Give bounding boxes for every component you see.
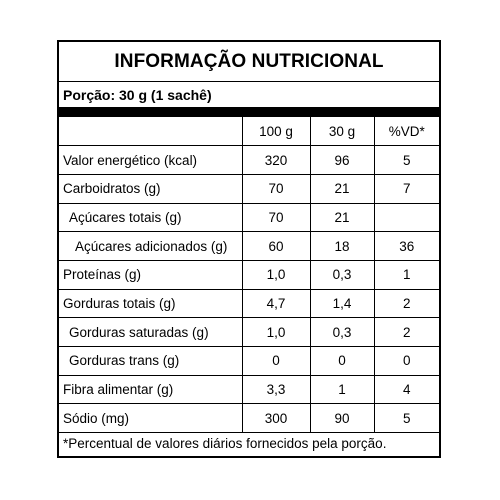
value-per-portion: 0 — [310, 347, 374, 376]
value-per-portion: 18 — [310, 232, 374, 261]
footnote: *Percentual de valores diários fornecidos pela porção. — [63, 435, 387, 451]
value-per-portion: 21 — [310, 203, 374, 232]
nutrient-label: Fibra alimentar (g) — [59, 375, 242, 404]
table-row — [59, 289, 439, 318]
value-per-portion: 0,3 — [310, 260, 374, 289]
nutrient-label: Proteínas (g) — [59, 260, 242, 289]
value-per-portion: 1 — [310, 375, 374, 404]
header-cell-daily-value: %VD* — [374, 117, 439, 146]
daily-value-percent: 1 — [374, 260, 439, 289]
daily-value-percent: 5 — [374, 146, 439, 175]
value-per-100g: 1,0 — [242, 318, 310, 347]
table-row — [59, 347, 439, 376]
value-per-portion: 21 — [310, 174, 374, 203]
nutrient-label: Gorduras saturadas (g) — [59, 318, 242, 347]
daily-value-percent: 0 — [374, 347, 439, 376]
header-cell-nutrient — [59, 117, 242, 146]
table-row — [59, 203, 439, 232]
nutrient-label: Carboidratos (g) — [59, 174, 242, 203]
nutrient-label: Açúcares totais (g) — [59, 203, 242, 232]
nutrient-label: Valor energético (kcal) — [59, 146, 242, 175]
table-row — [59, 260, 439, 289]
table-row — [59, 404, 439, 433]
value-per-100g: 1,0 — [242, 260, 310, 289]
table-row — [59, 174, 439, 203]
value-per-portion: 0,3 — [310, 318, 374, 347]
value-per-100g: 70 — [242, 203, 310, 232]
portion-size: Porção: 30 g (1 sachê) — [63, 86, 212, 103]
value-per-portion: 96 — [310, 146, 374, 175]
value-per-100g: 300 — [242, 404, 310, 433]
daily-value-percent: 36 — [374, 232, 439, 261]
panel-title: INFORMAÇÃO NUTRICIONAL — [59, 42, 439, 82]
daily-value-percent: 5 — [374, 404, 439, 433]
daily-value-percent — [374, 203, 439, 232]
nutrient-label: Sódio (mg) — [59, 404, 242, 433]
value-per-100g: 320 — [242, 146, 310, 175]
value-per-100g: 0 — [242, 347, 310, 376]
value-per-100g: 70 — [242, 174, 310, 203]
table-row — [59, 146, 439, 175]
value-per-100g: 60 — [242, 232, 310, 261]
nutrient-label: Gorduras trans (g) — [59, 347, 242, 376]
header-cell-100g: 100 g — [242, 117, 310, 146]
nutrition-facts-panel — [57, 40, 441, 458]
thick-divider — [59, 107, 439, 117]
daily-value-percent: 2 — [374, 289, 439, 318]
nutrient-label: Gorduras totais (g) — [59, 289, 242, 318]
table-header-row — [59, 117, 439, 146]
table-row — [59, 318, 439, 347]
value-per-portion: 1,4 — [310, 289, 374, 318]
value-per-100g: 3,3 — [242, 375, 310, 404]
table-row — [59, 375, 439, 404]
table-row — [59, 232, 439, 261]
daily-value-percent: 7 — [374, 174, 439, 203]
nutrient-label: Açúcares adicionados (g) — [59, 232, 242, 261]
daily-value-percent: 4 — [374, 375, 439, 404]
nutrition-table — [59, 117, 439, 433]
header-cell-30g: 30 g — [310, 117, 374, 146]
daily-value-percent: 2 — [374, 318, 439, 347]
value-per-100g: 4,7 — [242, 289, 310, 318]
value-per-portion: 90 — [310, 404, 374, 433]
